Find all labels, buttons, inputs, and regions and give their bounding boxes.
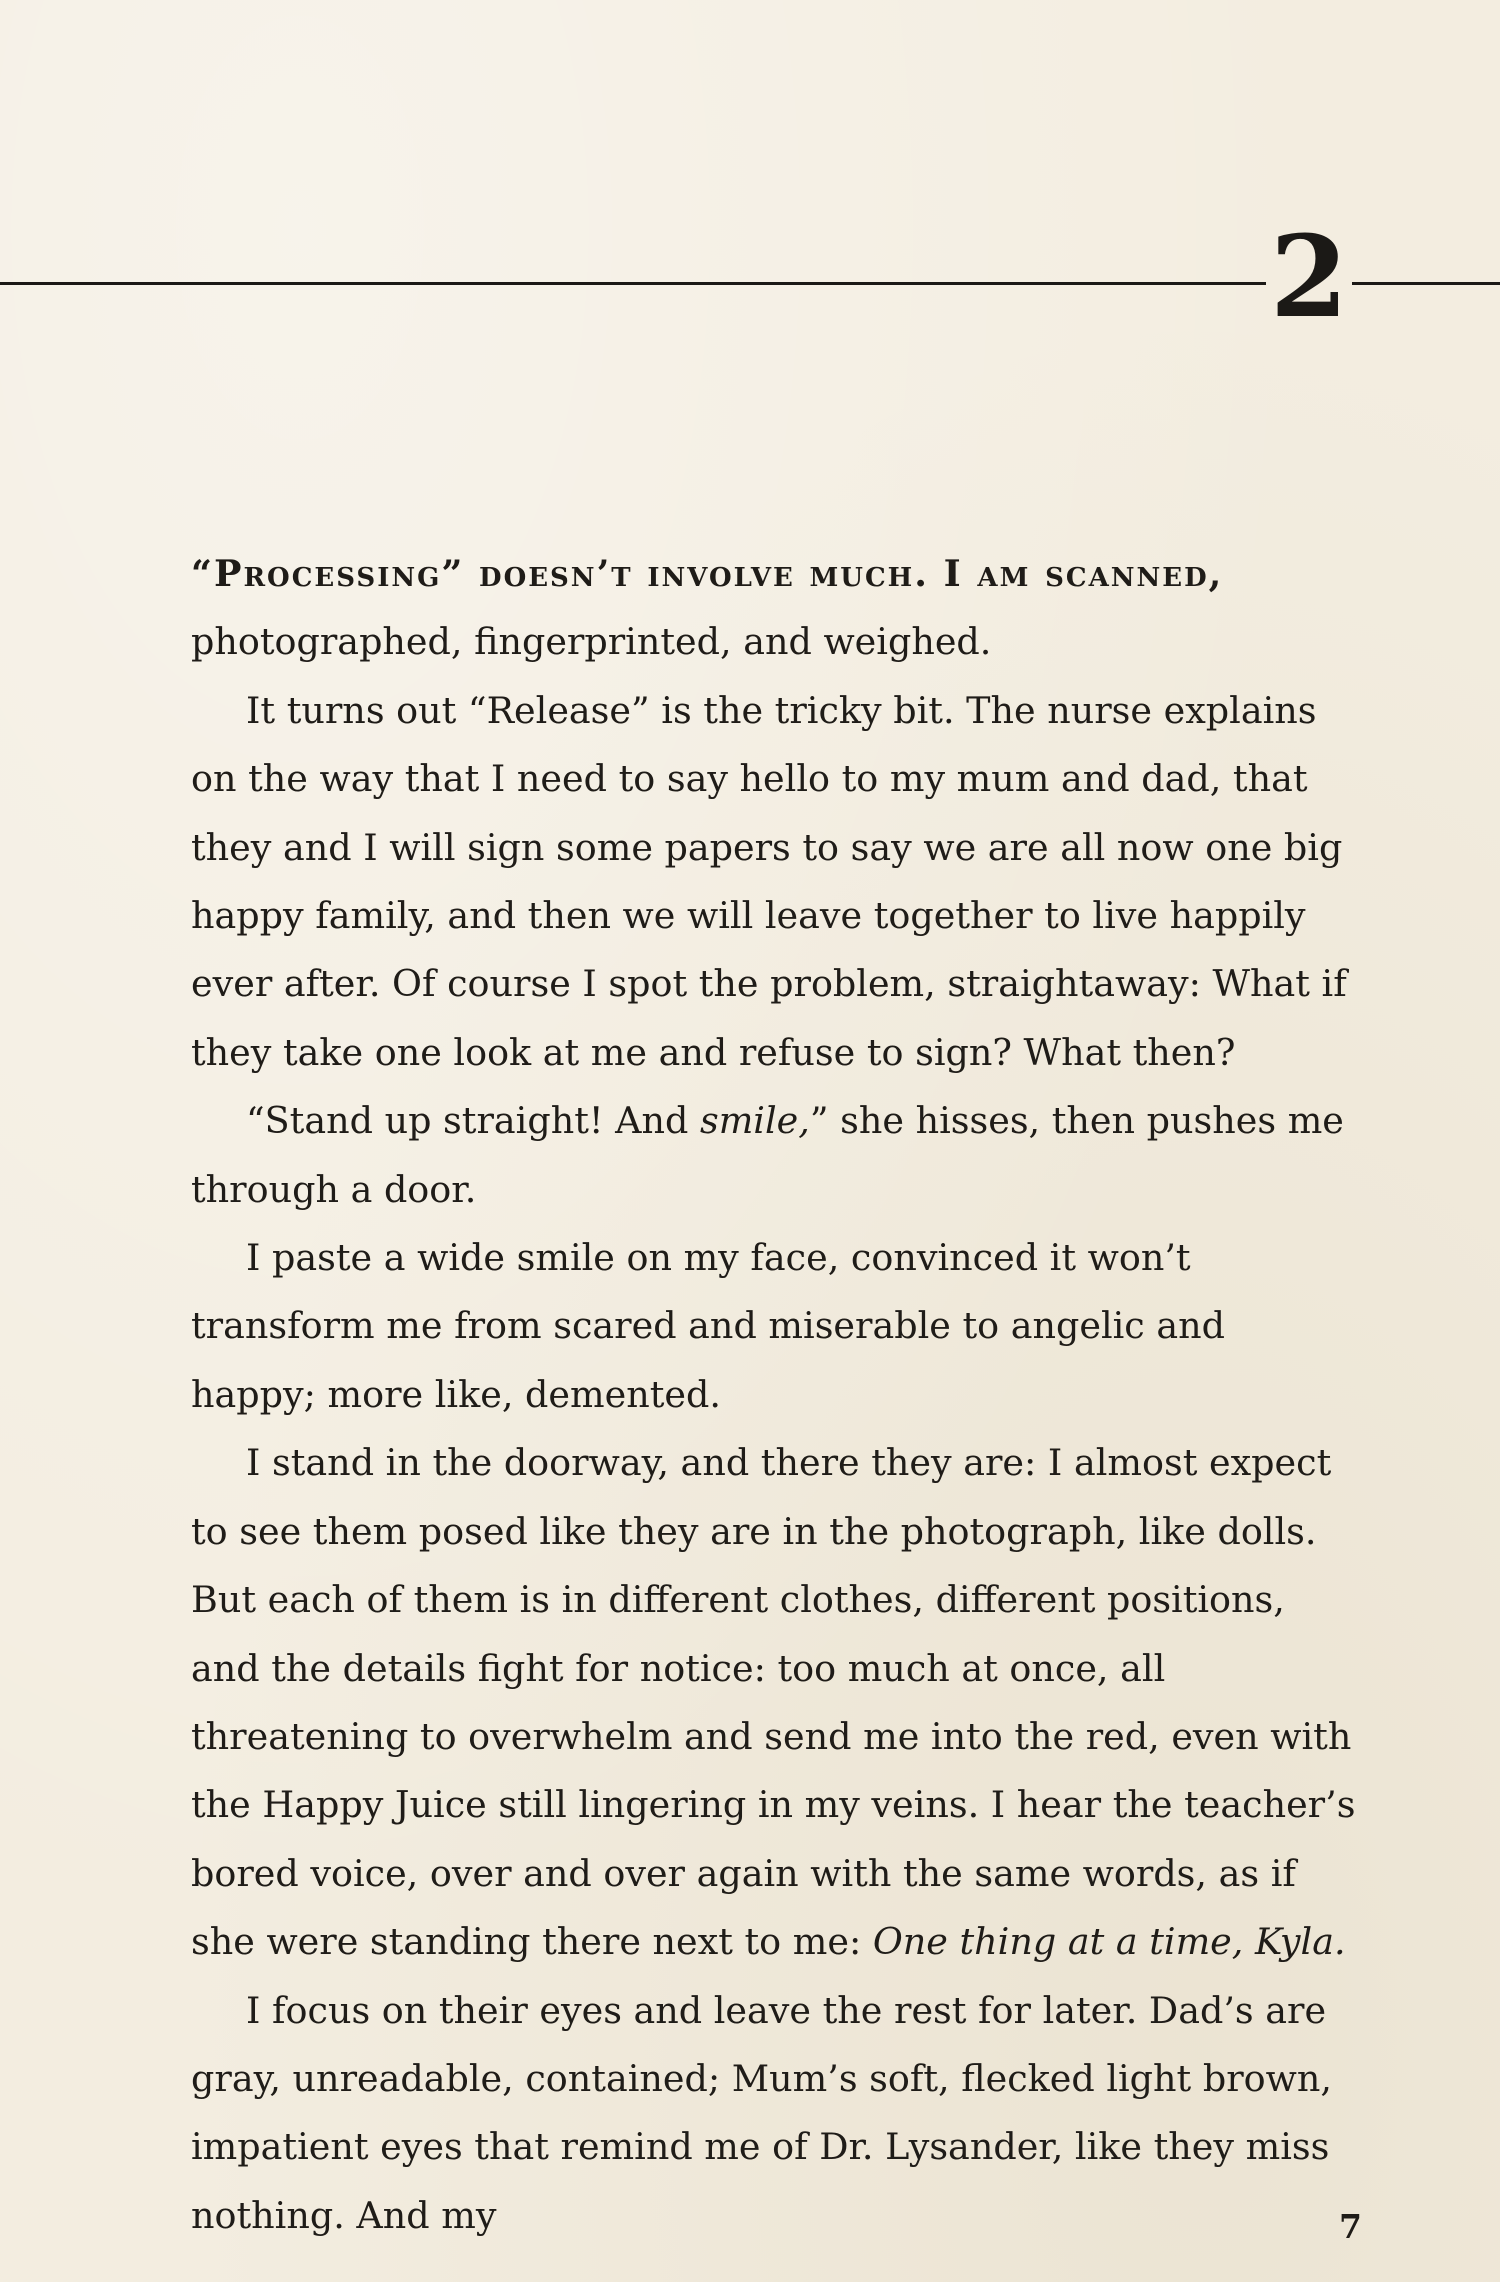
- paragraph-2: It turns out “Release” is the tricky bit. The nurse explains on the way that I need to say hello to my mum and dad, that they and I will sign some papers to say we are all now one big happy family, and then we will leave together to live happily ever after. Of course I spot the problem, straightaway: What if they take one look at me and refuse to sign? What then?: [191, 688, 1347, 1074]
- paragraph-3-after: ” she hisses, then pushes me through a door.: [191, 1099, 1344, 1211]
- body-text: [191, 540, 1361, 2250]
- paragraph-5: [191, 1429, 1361, 1976]
- chapter-number: 2: [1266, 222, 1352, 334]
- chapter-opening-small-caps: “Processing” doesn’t involve much. I am scanned,: [191, 552, 1224, 595]
- paragraph-5-italic: One thing at a time, Kyla.: [872, 1920, 1346, 1964]
- paragraph-1: [191, 540, 1361, 677]
- paragraph-1-text: photographed, fingerprinted, and weighed.: [191, 620, 992, 664]
- paragraph-5-before: I stand in the doorway, and there they are: I almost expect to see them posed like they are in the photograph, like dolls. But each of them is in different clothes, different positions, and the details fight for notice: too much at once, all threatening to overwhelm and send me into the red, even with the Happy Juice still lingering in my veins. I hear the teacher’s bored voice, over and over again with the same words, as if she were standing there next to me:: [191, 1441, 1356, 1964]
- paragraph-4: I paste a wide smile on my face, convinced it won’t transform me from scared and miserable to angelic and happy; more like, demented.: [191, 1236, 1225, 1416]
- page-number: 7: [1339, 2207, 1362, 2246]
- paragraph-3-before: “Stand up straight! And: [246, 1099, 700, 1143]
- paragraph-3-italic: smile,: [699, 1099, 810, 1143]
- paragraph-6: I focus on their eyes and leave the rest for later. Dad’s are gray, unreadable, contained; Mum’s soft, flecked light brown, impatient eyes that remind me of Dr. Lysander, like they miss nothing. And my: [191, 1988, 1332, 2237]
- paragraph-3: [191, 1087, 1361, 1224]
